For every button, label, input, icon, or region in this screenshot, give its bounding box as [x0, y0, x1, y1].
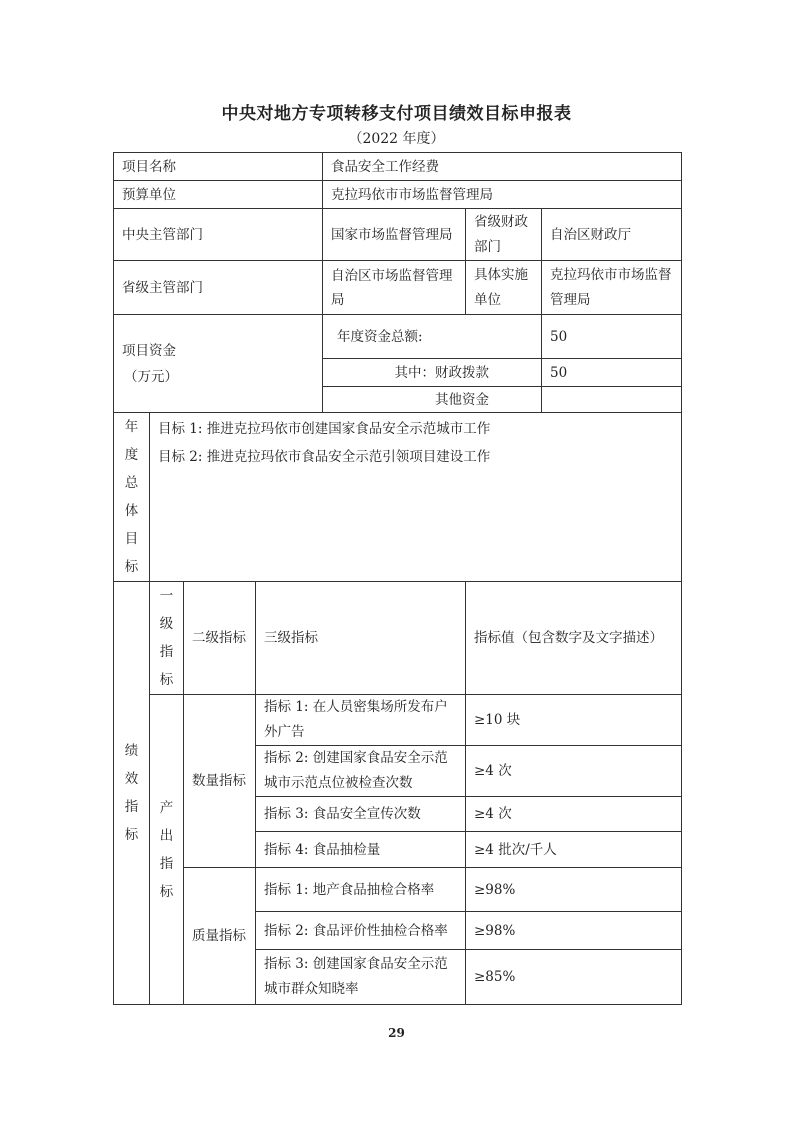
funds-label-line1: 项目资金: [122, 342, 176, 359]
indicator-name: 指标 1: 地产食品抽检合格率: [256, 868, 466, 912]
indicator-name: 指标 1: 在人员密集场所发布户外广告: [256, 695, 466, 746]
indicator-value: ≥10 块: [466, 695, 682, 746]
project-name-value: 食品安全工作经费: [323, 153, 682, 181]
value-header: 指标值（包含数字及文字描述）: [466, 582, 682, 695]
row-indicator-header: [114, 582, 682, 695]
impl-unit-label: 具体实施单位: [466, 261, 542, 315]
indicator-row: [114, 695, 682, 746]
budget-unit-label: 预算单位: [114, 181, 323, 209]
indicator-value: ≥98%: [466, 868, 682, 912]
indicator-name: 指标 4: 食品抽检量: [256, 832, 466, 868]
funds-label: [114, 315, 323, 413]
indicator-name: 指标 2: 创建国家食品安全示范城市示范点位被检查次数: [256, 746, 466, 797]
total-funds-label: 年度资金总额:: [323, 315, 542, 359]
central-dept-value: 国家市场监督管理局: [323, 209, 466, 261]
indicator-row: [114, 868, 682, 912]
page-number: 29: [388, 1026, 405, 1040]
output-indicator-label: 产 出 指 标: [150, 695, 184, 1005]
indicator-value: ≥85%: [466, 950, 682, 1005]
quantity-indicator-label: 数量指标: [184, 695, 256, 868]
prov-finance-label: 省级财政部门: [466, 209, 542, 261]
row-budget-unit: [114, 181, 682, 209]
annual-goals-label: 年 度 总 体 目 标: [114, 413, 150, 582]
central-dept-label: 中央主管部门: [114, 209, 323, 261]
page-subtitle: （2022 年度）: [348, 131, 445, 147]
other-funds-value: [542, 387, 682, 413]
level2-header: 二级指标: [184, 582, 256, 695]
quality-indicator-label: 质量指标: [184, 868, 256, 1005]
level1-header: 一 级 指 标: [150, 582, 184, 695]
impl-unit-value: 克拉玛依市市场监督管理局: [542, 261, 682, 315]
indicator-name: 指标 2: 食品评价性抽检合格率: [256, 912, 466, 950]
row-funds-total: [114, 315, 682, 359]
goal-item-2: 目标 2: 推进克拉玛依市食品安全示范引领项目建设工作: [158, 449, 491, 465]
indicator-value: ≥4 次: [466, 746, 682, 797]
indicator-name: 指标 3: 创建国家食品安全示范城市群众知晓率: [256, 950, 466, 1005]
funds-label-line2: （万元）: [124, 368, 178, 385]
fiscal-funds-label: 其中：财政拨款: [323, 359, 542, 387]
row-annual-goals: [114, 413, 682, 582]
other-funds-label: 其他资金: [323, 387, 542, 413]
prov-dept-label: 省级主管部门: [114, 261, 323, 315]
row-central-dept: [114, 209, 682, 261]
performance-form-table: [113, 152, 682, 1005]
level3-header: 三级指标: [256, 582, 466, 695]
indicator-value: ≥4 次: [466, 797, 682, 832]
row-prov-dept: [114, 261, 682, 315]
indicator-value: ≥98%: [466, 912, 682, 950]
prov-dept-value: 自治区市场监督管理局: [323, 261, 466, 315]
annual-goals-content: [150, 413, 682, 582]
indicator-name: 指标 3: 食品安全宣传次数: [256, 797, 466, 832]
page-title: 中央对地方专项转移支付项目绩效目标申报表: [221, 104, 572, 124]
perf-indicator-label: 绩 效 指 标: [114, 582, 150, 1005]
indicator-value: ≥4 批次/千人: [466, 832, 682, 868]
row-project-name: [114, 153, 682, 181]
total-funds-value: 50: [542, 315, 682, 359]
budget-unit-value: 克拉玛依市市场监督管理局: [323, 181, 682, 209]
project-name-label: 项目名称: [114, 153, 323, 181]
prov-finance-value: 自治区财政厅: [542, 209, 682, 261]
goal-item-1: 目标 1: 推进克拉玛依市创建国家食品安全示范城市工作: [158, 421, 491, 437]
fiscal-funds-value: 50: [542, 359, 682, 387]
